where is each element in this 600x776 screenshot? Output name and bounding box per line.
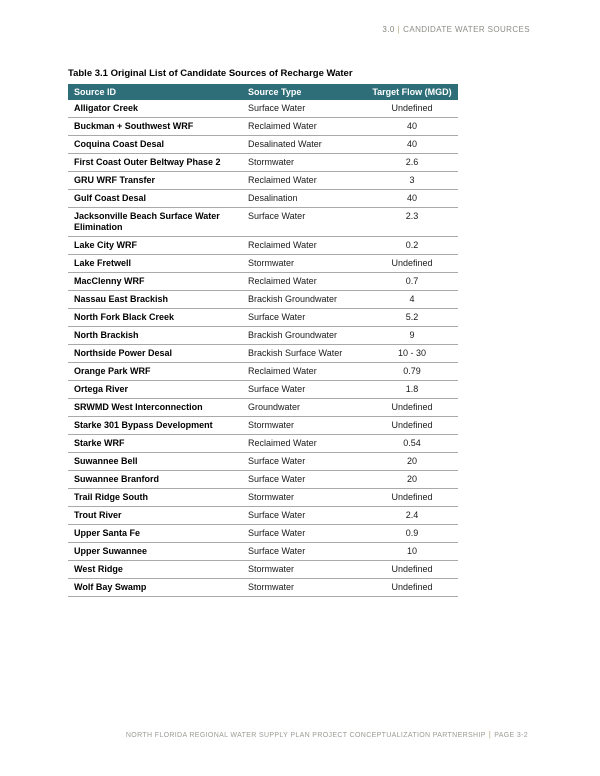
cell-source-type: Brackish Groundwater xyxy=(248,327,366,345)
cell-target-flow: Undefined xyxy=(366,255,458,273)
candidate-sources-table xyxy=(68,84,458,597)
table-row xyxy=(68,208,458,237)
table-row xyxy=(68,399,458,417)
cell-source-id: Alligator Creek xyxy=(68,100,248,118)
table-row xyxy=(68,543,458,561)
cell-target-flow: 40 xyxy=(366,136,458,154)
cell-source-type: Stormwater xyxy=(248,561,366,579)
cell-source-type: Reclaimed Water xyxy=(248,172,366,190)
cell-target-flow: Undefined xyxy=(366,100,458,118)
cell-source-type: Reclaimed Water xyxy=(248,435,366,453)
cell-target-flow: 3 xyxy=(366,172,458,190)
header-title: CANDIDATE WATER SOURCES xyxy=(403,25,530,34)
table-row xyxy=(68,579,458,597)
cell-source-type: Stormwater xyxy=(248,579,366,597)
table-row xyxy=(68,561,458,579)
table-row xyxy=(68,255,458,273)
cell-source-id: Ortega River xyxy=(68,381,248,399)
cell-source-id: North Brackish xyxy=(68,327,248,345)
table-body xyxy=(68,100,458,597)
cell-source-id: Suwannee Bell xyxy=(68,453,248,471)
cell-source-id: Lake Fretwell xyxy=(68,255,248,273)
cell-target-flow: Undefined xyxy=(366,561,458,579)
section-number: 3.0 xyxy=(382,25,395,34)
cell-source-id: First Coast Outer Beltway Phase 2 xyxy=(68,154,248,172)
cell-target-flow: 9 xyxy=(366,327,458,345)
cell-source-type: Surface Water xyxy=(248,208,366,237)
cell-target-flow: 40 xyxy=(366,118,458,136)
cell-source-type: Brackish Surface Water xyxy=(248,345,366,363)
cell-source-id: Orange Park WRF xyxy=(68,363,248,381)
cell-source-id: Trout River xyxy=(68,507,248,525)
cell-source-type: Reclaimed Water xyxy=(248,273,366,291)
cell-source-id: Buckman + Southwest WRF xyxy=(68,118,248,136)
cell-target-flow: 40 xyxy=(366,190,458,208)
table-row xyxy=(68,154,458,172)
cell-source-type: Surface Water xyxy=(248,543,366,561)
cell-source-type: Reclaimed Water xyxy=(248,118,366,136)
table-row xyxy=(68,136,458,154)
table-header xyxy=(68,84,458,100)
cell-source-id: Trail Ridge South xyxy=(68,489,248,507)
cell-target-flow: 0.54 xyxy=(366,435,458,453)
cell-source-type: Surface Water xyxy=(248,507,366,525)
cell-source-type: Reclaimed Water xyxy=(248,363,366,381)
cell-target-flow: 0.2 xyxy=(366,237,458,255)
cell-target-flow: 0.7 xyxy=(366,273,458,291)
cell-source-type: Surface Water xyxy=(248,309,366,327)
cell-source-type: Surface Water xyxy=(248,453,366,471)
table-row xyxy=(68,435,458,453)
table-row xyxy=(68,327,458,345)
table-row xyxy=(68,381,458,399)
table-row xyxy=(68,471,458,489)
cell-source-id: SRWMD West Interconnection xyxy=(68,399,248,417)
cell-target-flow: 2.6 xyxy=(366,154,458,172)
cell-source-type: Desalinated Water xyxy=(248,136,366,154)
cell-source-id: Lake City WRF xyxy=(68,237,248,255)
footer-text: NORTH FLORIDA REGIONAL WATER SUPPLY PLAN PROJECT CONCEPTUALIZATION PARTNERSHIP xyxy=(125,732,486,739)
cell-source-id: GRU WRF Transfer xyxy=(68,172,248,190)
cell-source-id: Wolf Bay Swamp xyxy=(68,579,248,597)
cell-source-type: Surface Water xyxy=(248,525,366,543)
table-row xyxy=(68,273,458,291)
column-header-source-type: Source Type xyxy=(248,84,366,100)
cell-target-flow: 2.3 xyxy=(366,208,458,237)
cell-target-flow: 20 xyxy=(366,471,458,489)
table-row xyxy=(68,309,458,327)
cell-source-type: Brackish Groundwater xyxy=(248,291,366,309)
cell-source-id: North Fork Black Creek xyxy=(68,309,248,327)
table-row xyxy=(68,453,458,471)
cell-source-type: Stormwater xyxy=(248,417,366,435)
cell-target-flow: Undefined xyxy=(366,399,458,417)
table-row xyxy=(68,525,458,543)
cell-source-type: Desalination xyxy=(248,190,366,208)
cell-target-flow: 5.2 xyxy=(366,309,458,327)
table-row xyxy=(68,237,458,255)
table-row xyxy=(68,489,458,507)
page-header xyxy=(382,25,530,34)
cell-source-type: Surface Water xyxy=(248,100,366,118)
column-header-source-id: Source ID xyxy=(68,84,248,100)
table-row xyxy=(68,100,458,118)
cell-source-id: Starke WRF xyxy=(68,435,248,453)
cell-target-flow: 2.4 xyxy=(366,507,458,525)
table-row xyxy=(68,190,458,208)
cell-source-id: MacClenny WRF xyxy=(68,273,248,291)
cell-target-flow: 0.9 xyxy=(366,525,458,543)
cell-source-id: Nassau East Brackish xyxy=(68,291,248,309)
page-footer xyxy=(126,730,528,739)
cell-target-flow: 10 xyxy=(366,543,458,561)
cell-source-id: Northside Power Desal xyxy=(68,345,248,363)
table-row xyxy=(68,118,458,136)
cell-source-type: Stormwater xyxy=(248,255,366,273)
cell-source-id: Jacksonville Beach Surface Water Elimination xyxy=(68,208,248,237)
cell-target-flow: 0.79 xyxy=(366,363,458,381)
table-row xyxy=(68,507,458,525)
cell-target-flow: Undefined xyxy=(366,417,458,435)
footer-page-number: PAGE 3-2 xyxy=(494,732,528,739)
cell-source-type: Reclaimed Water xyxy=(248,237,366,255)
table-row xyxy=(68,417,458,435)
column-header-target-flow: Target Flow (MGD) xyxy=(366,84,458,100)
table-row xyxy=(68,345,458,363)
footer-divider: | xyxy=(488,730,492,739)
cell-source-type: Groundwater xyxy=(248,399,366,417)
cell-target-flow: 20 xyxy=(366,453,458,471)
cell-target-flow: Undefined xyxy=(366,579,458,597)
cell-source-id: Starke 301 Bypass Development xyxy=(68,417,248,435)
cell-source-type: Surface Water xyxy=(248,381,366,399)
cell-target-flow: 1.8 xyxy=(366,381,458,399)
cell-source-id: Suwannee Branford xyxy=(68,471,248,489)
cell-target-flow: 4 xyxy=(366,291,458,309)
cell-source-id: Coquina Coast Desal xyxy=(68,136,248,154)
cell-target-flow: 10 - 30 xyxy=(366,345,458,363)
cell-target-flow: Undefined xyxy=(366,489,458,507)
header-divider: | xyxy=(397,25,401,34)
table-row xyxy=(68,172,458,190)
table-row xyxy=(68,363,458,381)
cell-source-id: West Ridge xyxy=(68,561,248,579)
cell-source-type: Stormwater xyxy=(248,154,366,172)
table-header-row xyxy=(68,84,458,100)
cell-source-type: Stormwater xyxy=(248,489,366,507)
cell-source-id: Gulf Coast Desal xyxy=(68,190,248,208)
cell-source-id: Upper Suwannee xyxy=(68,543,248,561)
cell-source-type: Surface Water xyxy=(248,471,366,489)
table-caption: Table 3.1 Original List of Candidate Sources of Recharge Water xyxy=(68,68,353,79)
table-row xyxy=(68,291,458,309)
cell-source-id: Upper Santa Fe xyxy=(68,525,248,543)
